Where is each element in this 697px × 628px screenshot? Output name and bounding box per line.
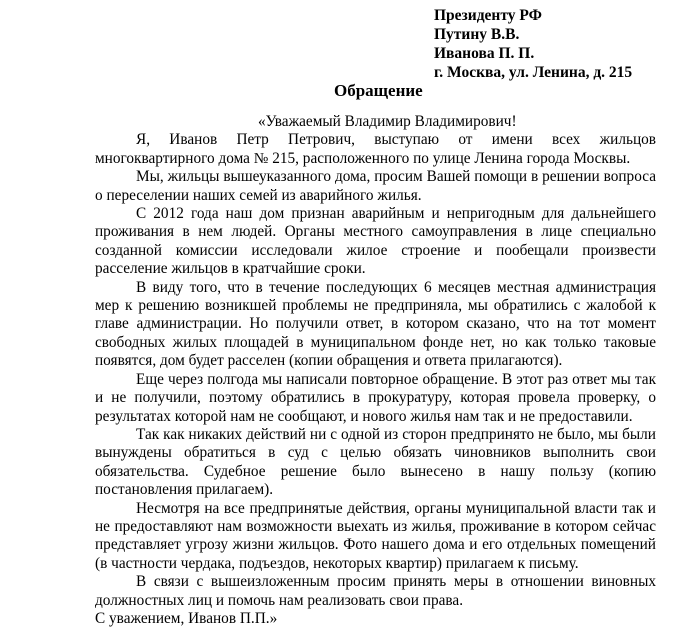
addressee-recipient-name: Путину В.В. xyxy=(434,26,520,43)
paragraph: Еще через полгода мы написали повторное обращение. В этот раз ответ мы так и не получили, поэтому обратились в прокуратуру, которая провела проверку, о результатах которой нам не сообщают, и нового жилья нам так и не предоставили. xyxy=(95,370,656,425)
document-title: Обращение xyxy=(334,81,423,100)
paragraph: Я, Иванов Петр Петрович, выступаю от имени всех жильцов многоквартирного дома № 215, расположенного по улице Ленина города Москвы. xyxy=(95,131,656,167)
addressee-sender-name: Иванова П. П. xyxy=(434,45,535,62)
paragraph: С 2012 года наш дом признан аварийным и непригодным для дальнейшего проживания в нем людей. Органы местного самоуправления в лице специально созданной комиссии исследовали жилое строение и пообещали произвести расселение жильцов в кратчайшие сроки. xyxy=(95,205,656,278)
greeting: «Уважаемый Владимир Владимирович! xyxy=(258,113,517,130)
signoff: С уважением, Иванов П.П.» xyxy=(95,609,278,627)
paragraph: Несмотря на все предпринятые действия, органы муниципальной власти так и не предоставляют нам возможности выехать из жилья, проживание в котором сейчас представляет угрозу жизни жильцов. Фото нашего дома и его отдельных помещений (в частности чердака, подъездов, некоторых квартир) прилагаем к письму. xyxy=(95,499,656,572)
addressee-recipient-title: Президенту РФ xyxy=(434,7,542,24)
paragraph: Так как никаких действий ни с одной из сторон предпринято не было, мы были вынуждены обратиться в суд с целью обязать чиновников выполнить свои обязательства. Судебное решение было вынесено в нашу пользу (копию постановления прилагаем). xyxy=(95,425,656,499)
paragraph: Мы, жильцы вышеуказанного дома, просим Вашей помощи в решении вопроса о переселении наших семей из аварийного жилья. xyxy=(95,168,656,204)
addressee-block xyxy=(434,6,632,82)
letter-body xyxy=(95,113,656,628)
addressee-sender-address: г. Москва, ул. Ленина, д. 215 xyxy=(434,64,633,81)
paragraph: В виду того, что в течение последующих 6 месяцев местная администрация мер к решению возникшей проблемы не предприняла, мы обратились с жалобой к главе администрации. Но получили ответ, в котором сказано, что на тот момент свободных жилых площадей в муниципальном фонде нет, но как только таковые появятся, дом будет расселен (копии обращения и ответа прилагаются). xyxy=(95,278,656,370)
paragraph: В связи с вышеизложенным просим принять меры в отношении виновных должностных лиц и помочь нам реализовать свои права. xyxy=(95,573,656,609)
